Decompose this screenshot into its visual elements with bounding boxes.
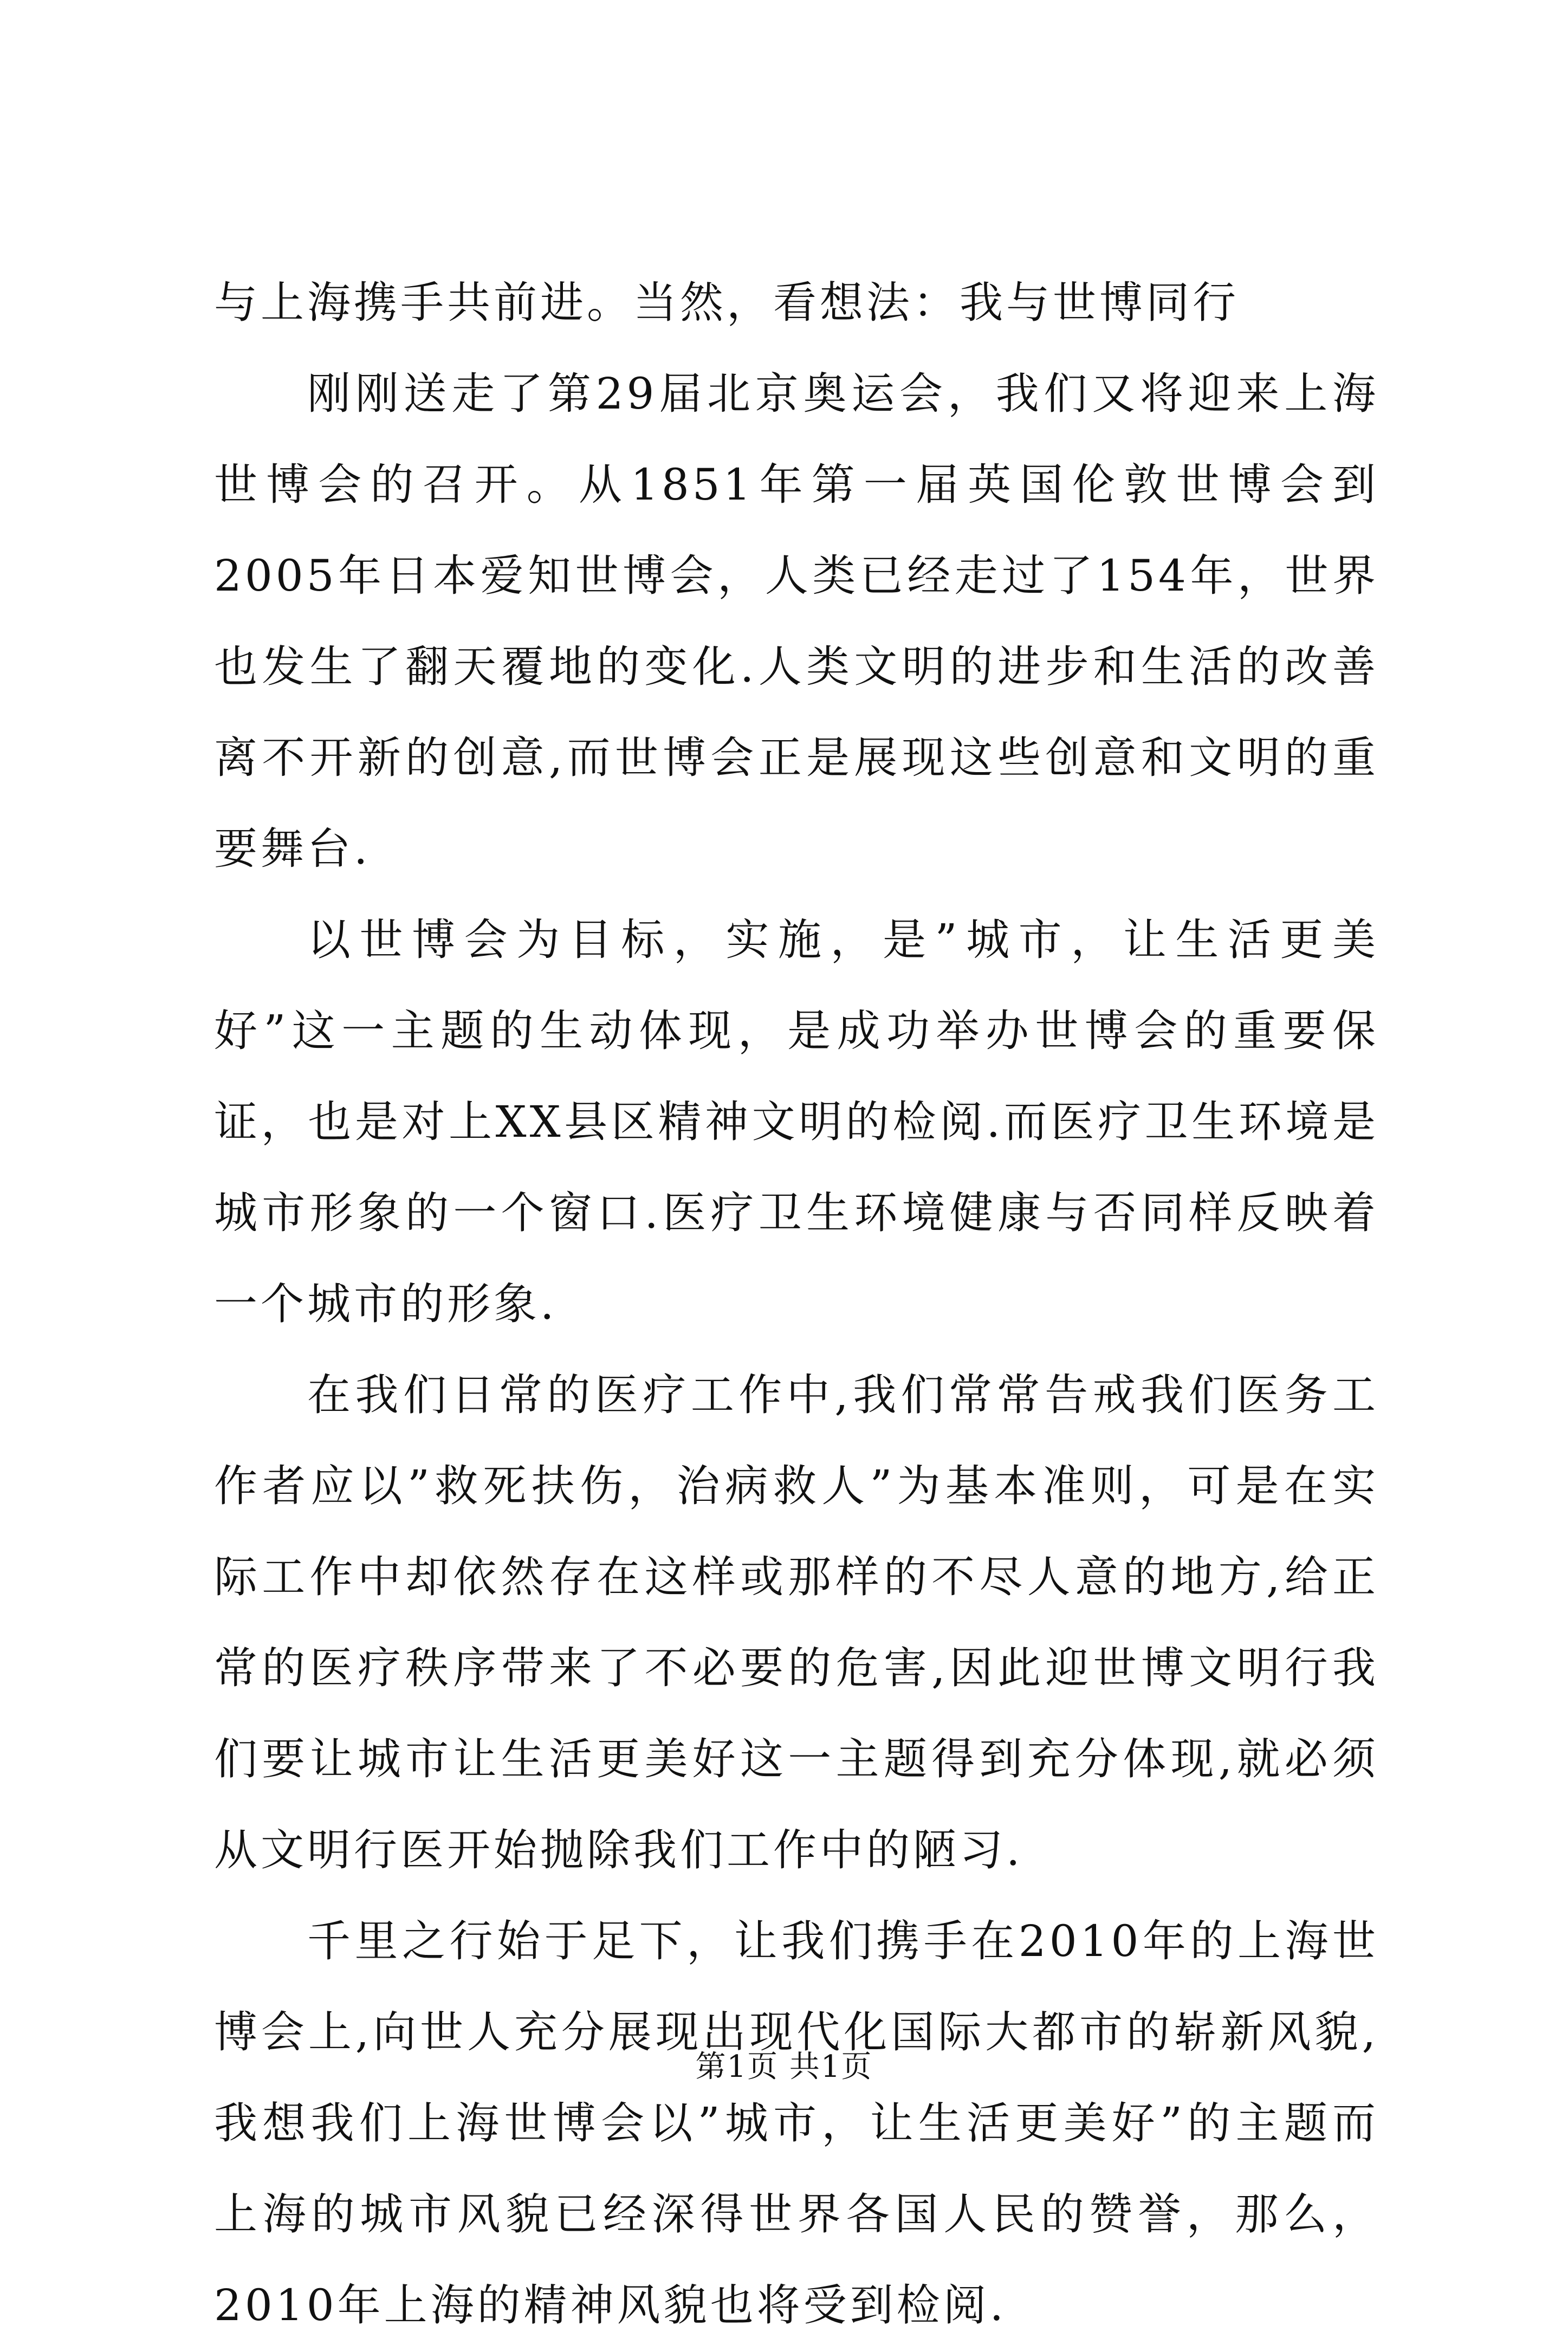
paragraph-expo-theme: 以世博会为目标，实施，是”城市，让生活更美好”这一主题的生动体现，是成功举办世博会的重要保证，也是对上XX县区精神文明的检阅.而医疗卫生环境是城市形象的一个窗口.医疗卫生环境健康与否同样反映着一个城市的形象. xyxy=(214,915,1379,1329)
paragraph-intro: 与上海携手共前进。当然，看想法：我与世博同行 xyxy=(214,277,1239,328)
paragraph-medical-work: 在我们日常的医疗工作中,我们常常告戒我们医务工作者应以”救死扶伤，治病救人”为基本准则，可是在实际工作中却依然存在这样或那样的不尽人意的地方,给正常的医疗秩序带来了不必要的危害,因此迎世博文明行我们要让城市让生活更美好这一主题得到充分体现,就必须从文明行医开始抛除我们工作中的陋习. xyxy=(214,1370,1379,1875)
document-body xyxy=(214,257,1379,2351)
page-footer: 第1页 共1页 xyxy=(695,2049,873,2084)
paragraph-conclusion: 千里之行始于足下，让我们携手在2010年的上海世博会上,向世人充分展现出现代化国际大都市的崭新风貌,我想我们上海世博会以”城市，让生活更美好”的主题而上海的城市风貌已经深得世界各国人民的赞誉，那么，2010年上海的精神风貌也将受到检阅. xyxy=(214,1916,1379,2330)
paragraph-olympics-expo: 刚刚送走了第29届北京奥运会，我们又将迎来上海世博会的召开。从1851年第一届英国伦敦世博会到2005年日本爱知世博会，人类已经走过了154年，世界也发生了翻天覆地的变化.人类文明的进步和生活的改善离不开新的创意,而世博会正是展现这些创意和文明的重要舞台. xyxy=(214,368,1379,874)
